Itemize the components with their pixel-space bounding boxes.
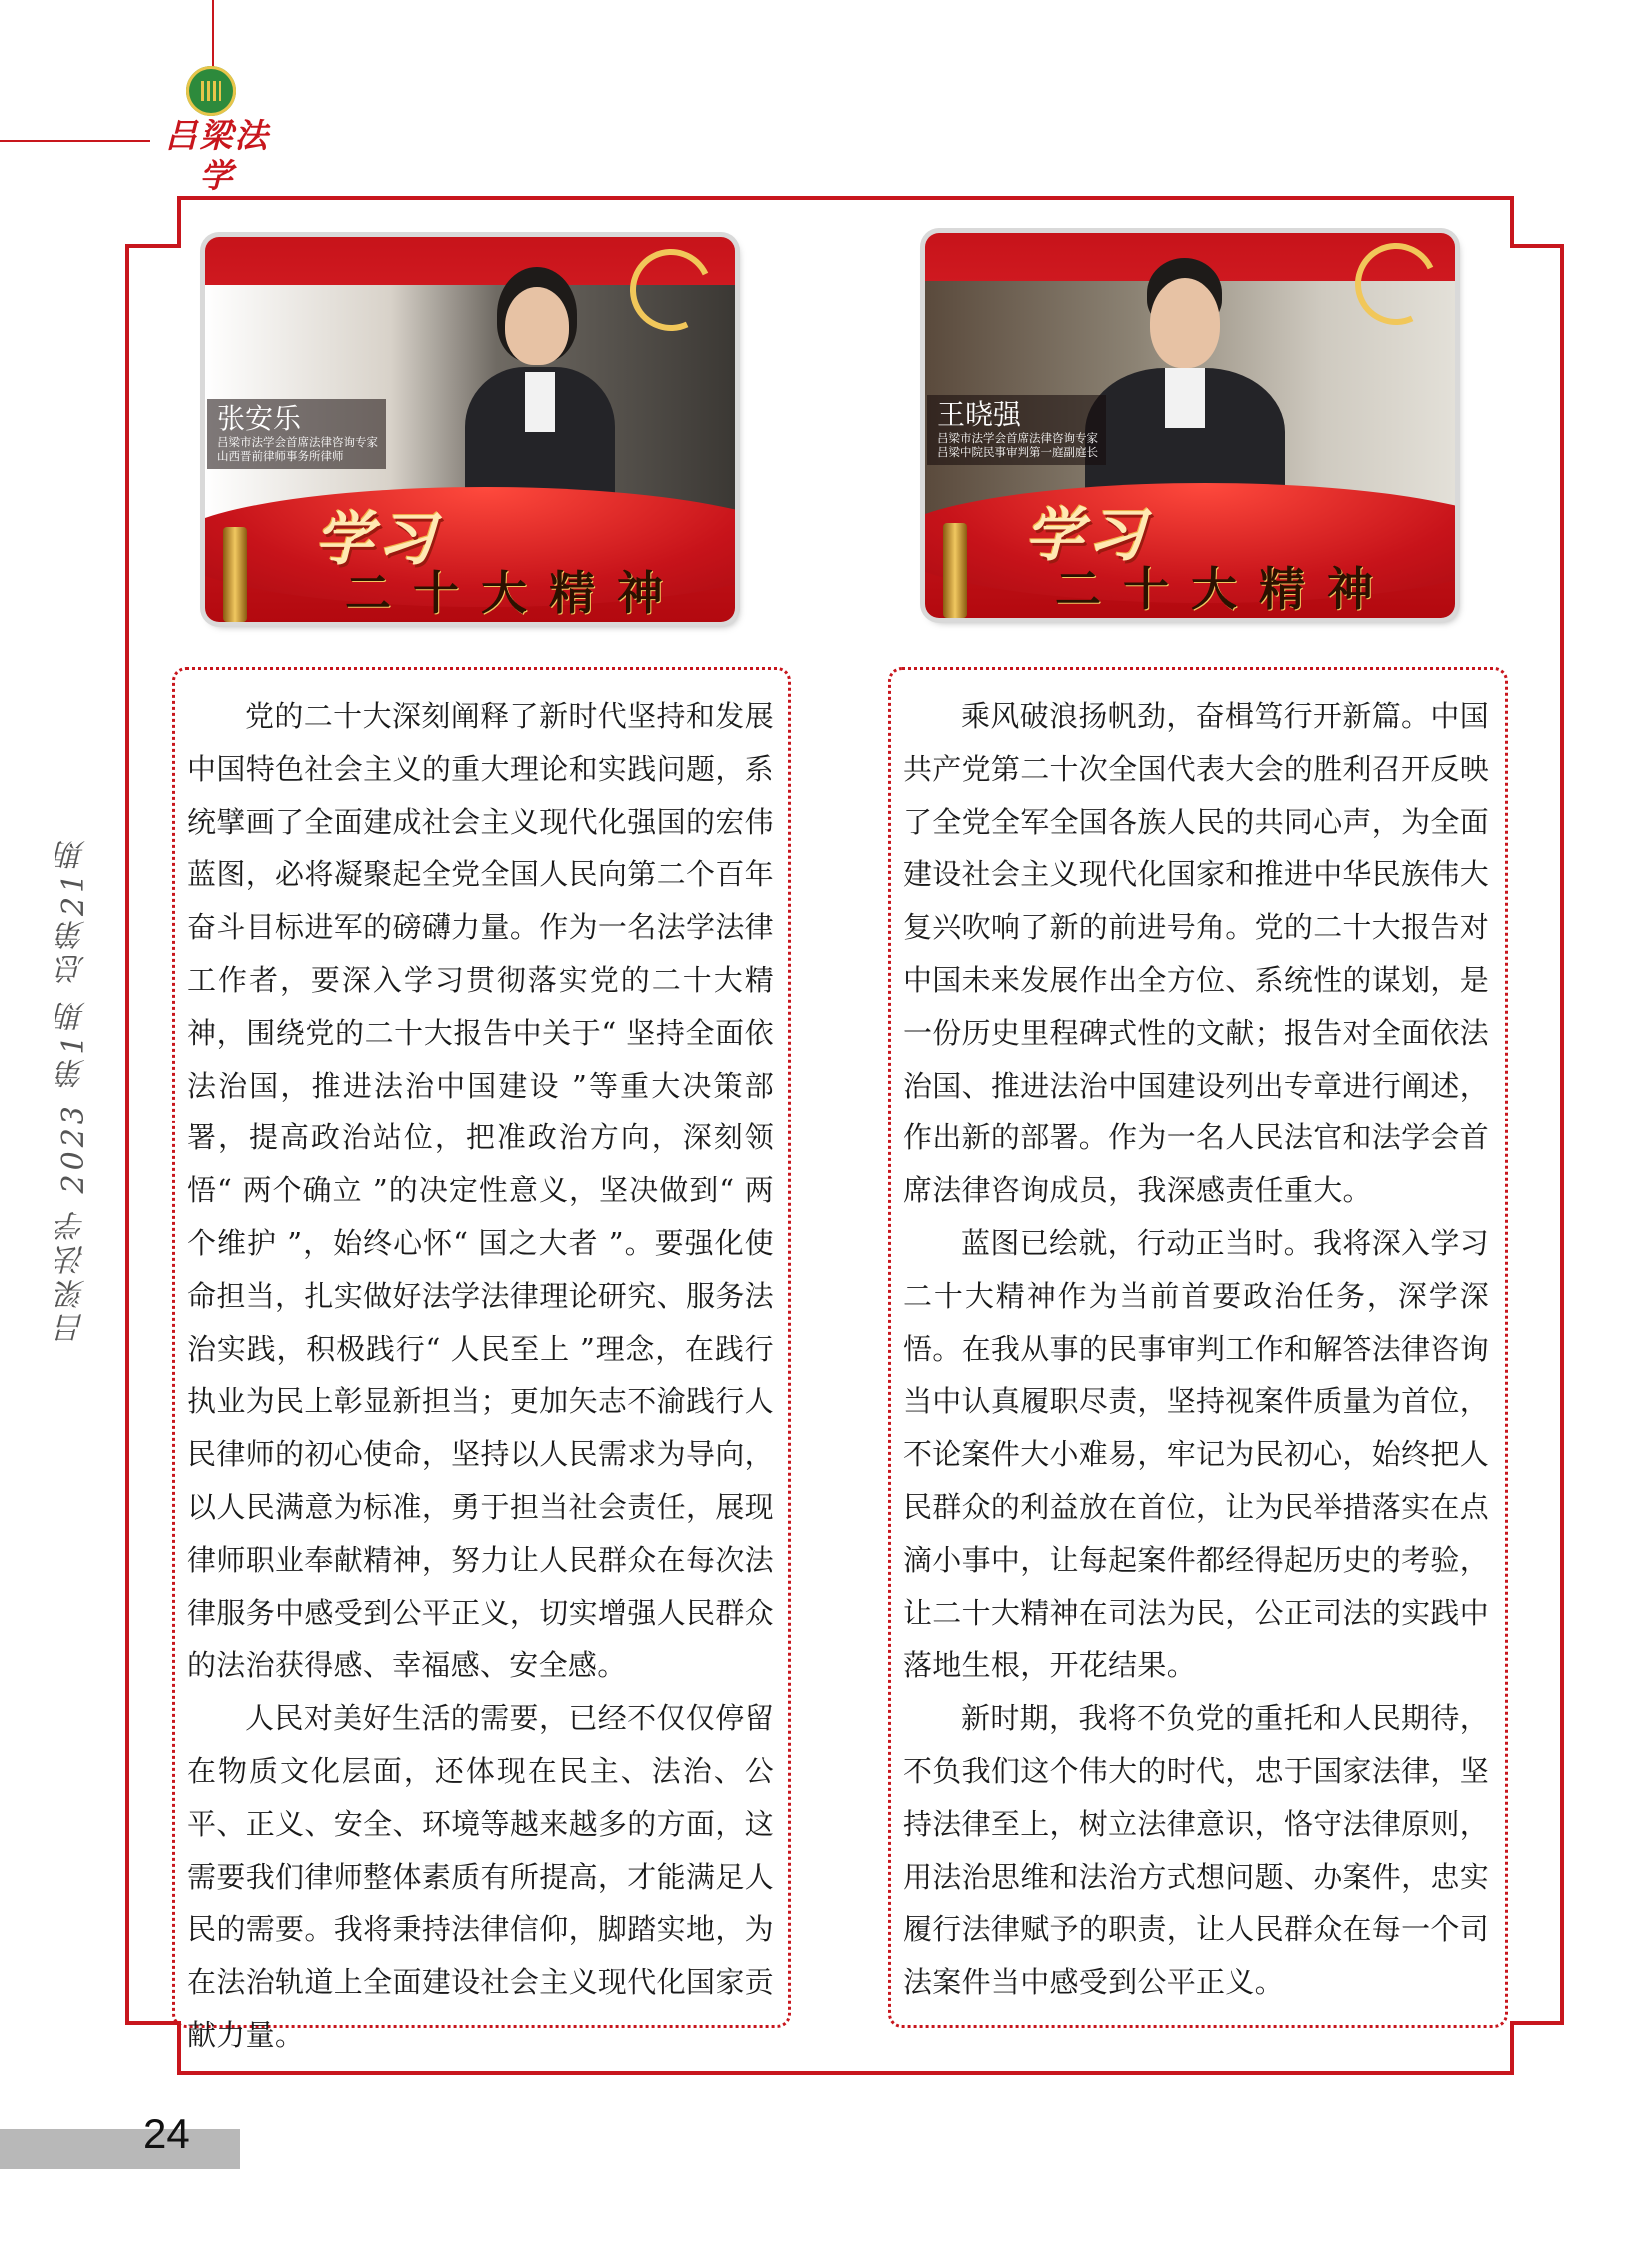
person-title-line2: 吕梁中院民事审判第一庭副庭长	[937, 445, 1098, 459]
header-divider-vertical	[212, 0, 214, 70]
right-paragraph: 蓝图已绘就，行动正当时。我将深入学习二十大精神作为当前首要政治任务，深学深悟。在我从事的民事审判工作和解答法律咨询当中认真履职尽责，坚持视案件质量为首位，不论案件大小难易，牢记为民初心，始终把人民群众的利益放在首位，让为民举措落实在点滴小事中，让每起案件都经得起历史的考验，让二十大精神在司法为民，公正司法的实践中落地生根，开花结果。	[903, 1225, 1490, 1683]
left-paragraph: 党的二十大深刻阐释了新时代坚持和发展中国特色社会主义的重大理论和实践问题，系统擘画了全面建成社会主义现代化强国的宏伟蓝图，必将凝聚起全党全国人民向第二个百年奋斗目标进军的磅礴力量。作为一名法学法律工作者，要深入学习贯彻落实党的二十大精神，围绕党的二十大报告中关于“ 坚持全面依法治国，推进法治中国建设 ”等重大决策部署，提高政治站位，把准政治方向，深刻领悟“ 两个确立 ”的决定性意义，坚决做到“ 两个维护 ”，始终心怀“ 国之大者 ”。要强化使命担当，扎实做好法学法律理论研究、服务法治实践，积极践行“ 人民至上 ”理念，在践行执业为民上彰显新担当；更加矢志不渝践行人民律师的初心使命，坚持以人民需求为导向，以人民满意为标准，勇于担当社会责任，展现律师职业奉献精神，努力让人民群众在每次法律服务中感受到公平正义，切实增强人民群众的法治获得感、幸福感、安全感。	[187, 699, 774, 1683]
journal-logo-text: 吕梁法学	[164, 116, 270, 195]
banner-spirit-text: 二十大精神	[345, 566, 685, 620]
side-issue-caption: 吕梁法学 2023 第1期 总第21期	[56, 835, 91, 1344]
right-paragraph: 新时期，我将不负党的重托和人民期待，不负我们这个伟大的时代，忠于国家法律，坚持法律至上，树立法律意识，恪守法律原则，用法治思维和法治方式想问题、办案件，忠实履行法律赋予的职责，让人民群众在每一个司法案件当中感受到公平正义。	[903, 1701, 1490, 2000]
person-name: 张安乐	[217, 402, 302, 435]
journal-logo-emblem-icon	[186, 66, 236, 116]
left-paragraph: 人民对美好生活的需要，已经不仅仅停留在物质文化层面，还体现在民主、法治、公平、正义、安全、环境等越来越多的方面，这需要我们律师整体素质有所提高，才能满足人民的需要。我将秉持法律信仰，脚踏实地，为在法治轨道上全面建设社会主义现代化国家贡献力量。	[187, 1701, 774, 2052]
person-caption	[207, 399, 386, 469]
person-caption	[927, 395, 1106, 465]
header-divider-horizontal	[0, 140, 150, 142]
banner-spirit-text: 二十大精神	[1055, 562, 1395, 616]
page-number-bar	[0, 2129, 240, 2169]
photo-card-zhang-anle	[205, 237, 735, 622]
page-number: 24	[143, 2110, 190, 2157]
huabiao-pillar-icon	[943, 523, 967, 618]
banner-study-text: 学习	[1025, 501, 1150, 569]
person-title-line1: 吕梁市法学会首席法律咨询专家	[217, 435, 378, 449]
person-title-line1: 吕梁市法学会首席法律咨询专家	[937, 431, 1098, 445]
right-paragraph: 乘风破浪扬帆劲，奋楫笃行开新篇。中国共产党第二十次全国代表大会的胜利召开反映了全党全军全国各族人民的共同心声，为全面建设社会主义现代化国家和推进中华民族伟大复兴吹响了新的前进号角。党的二十大报告对中国未来发展作出全方位、系统性的谋划，是一份历史里程碑式性的文献；报告对全面依法治国、推进法治中国建设列出专章进行阐述，作出新的部署。作为一名人民法官和法学会首席法律咨询成员，我深感责任重大。	[903, 699, 1490, 1208]
person-title-line2: 山西晋前律师事务所律师	[217, 449, 344, 463]
person-name: 王晓强	[937, 398, 1022, 431]
banner-study-text: 学习	[315, 505, 440, 573]
left-text-column	[172, 667, 791, 2052]
huabiao-pillar-icon	[223, 527, 247, 622]
photo-card-wang-xiaoqiang	[925, 233, 1455, 618]
right-text-column	[888, 667, 1508, 2028]
